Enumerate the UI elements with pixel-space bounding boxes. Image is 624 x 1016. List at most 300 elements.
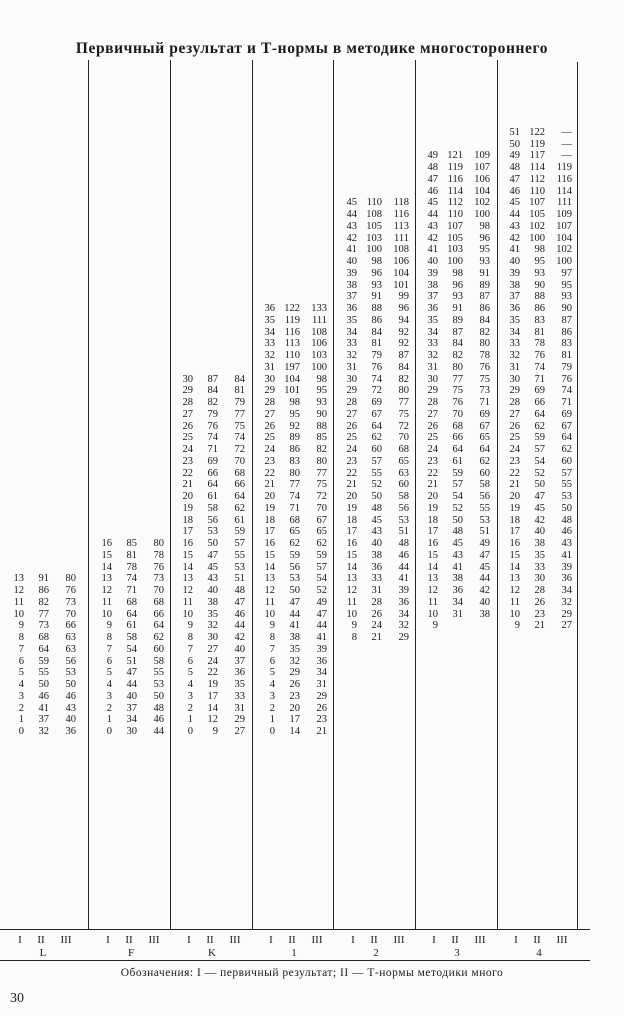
- scale-label: L: [39, 947, 47, 959]
- t-norm-ii-cell: 103: [366, 232, 382, 244]
- table-row: [340, 268, 409, 279]
- t-norm-ii-cell: 86: [534, 303, 545, 314]
- table-row: [503, 550, 572, 561]
- t-norm-ii-cell: 14: [289, 726, 300, 737]
- scale-label: K: [208, 947, 216, 959]
- t-norm-ii-cell: 65: [289, 526, 300, 538]
- t-norm-ii-cell: 108: [366, 209, 382, 220]
- t-norm-iii-cell: 57: [234, 538, 245, 549]
- t-norm-iii-cell: 32: [398, 620, 409, 632]
- table-row: [421, 268, 490, 279]
- table-row: [176, 526, 245, 537]
- t-norm-ii-cell: 12: [207, 714, 218, 726]
- t-norm-iii-cell: 102: [556, 244, 572, 256]
- t-norm-iii-cell: 62: [153, 632, 164, 643]
- table-row: [340, 585, 409, 596]
- t-norm-ii-cell: 52: [534, 467, 545, 479]
- t-norm-ii-cell: 44: [126, 679, 137, 690]
- t-norm-ii-cell: 36: [452, 585, 463, 596]
- raw-score-cell: 21: [264, 479, 275, 491]
- table-row: [176, 479, 245, 490]
- raw-score-cell: 43: [509, 220, 520, 232]
- t-norm-ii-cell: 82: [207, 397, 218, 408]
- raw-score-cell: 10: [509, 608, 520, 620]
- t-norm-ii-cell: 54: [534, 455, 545, 467]
- t-norm-ii-cell: 44: [289, 608, 300, 620]
- t-norm-ii-cell: 70: [452, 408, 463, 420]
- t-norm-iii-cell: 51: [234, 573, 245, 585]
- table-row: [503, 538, 572, 549]
- raw-score-cell: 39: [427, 267, 438, 279]
- table-row: [340, 632, 409, 643]
- scale-label: F: [127, 947, 135, 959]
- table-row: [340, 303, 409, 314]
- table-row: [421, 585, 490, 596]
- column-divider: [252, 60, 253, 930]
- t-norm-ii-cell: 68: [38, 632, 49, 643]
- raw-score-cell: 25: [264, 432, 275, 444]
- table-row: [95, 644, 164, 655]
- raw-score-cell: 11: [427, 596, 438, 608]
- t-norm-iii-cell: 65: [398, 455, 409, 467]
- raw-score-cell: 48: [427, 162, 438, 173]
- t-norm-ii-cell: 81: [534, 326, 545, 338]
- raw-score-cell: 5: [106, 667, 112, 679]
- table-row: [176, 468, 245, 479]
- table-row: [340, 409, 409, 420]
- raw-score-cell: 45: [509, 197, 520, 209]
- t-norm-iii-cell: 68: [234, 467, 245, 479]
- table-row: [503, 256, 572, 267]
- table-row: [258, 562, 327, 573]
- t-norm-iii-cell: 52: [316, 585, 327, 596]
- table-row: [7, 726, 76, 737]
- raw-score-cell: 4: [269, 679, 275, 690]
- t-norm-iii-cell: 90: [316, 408, 327, 420]
- t-norm-ii-cell: 42: [534, 514, 545, 526]
- t-norm-iii-cell: 76: [65, 585, 76, 596]
- t-norm-iii-cell: 43: [65, 702, 76, 714]
- raw-score-cell: 11: [101, 596, 112, 608]
- t-norm-iii-cell: 85: [316, 432, 327, 444]
- raw-score-cell: 0: [187, 726, 193, 737]
- table-row: [95, 573, 164, 584]
- t-norm-ii-cell: 78: [534, 338, 545, 350]
- raw-score-cell: 33: [509, 338, 520, 350]
- table-row: [258, 714, 327, 725]
- raw-score-cell: 23: [427, 455, 438, 467]
- table-row: [258, 374, 327, 385]
- raw-score-cell: 18: [427, 514, 438, 526]
- raw-score-cell: 3: [269, 690, 275, 702]
- t-norm-iii-cell: 108: [311, 326, 327, 338]
- raw-score-cell: 30: [264, 373, 275, 385]
- raw-score-cell: 21: [346, 479, 357, 491]
- table-row: [503, 479, 572, 490]
- t-norm-ii-cell: 14: [207, 702, 218, 714]
- raw-score-cell: 34: [427, 326, 438, 338]
- raw-score-cell: 25: [427, 432, 438, 444]
- t-norm-ii-cell: 58: [207, 502, 218, 514]
- t-norm-ii-cell: 31: [371, 585, 382, 596]
- table-row: [340, 256, 409, 267]
- t-norm-iii-cell: 98: [316, 373, 327, 385]
- table-row: [503, 139, 572, 150]
- t-norm-iii-cell: 70: [65, 608, 76, 620]
- column-subheader: [99, 934, 167, 946]
- raw-score-cell: 29: [182, 385, 193, 397]
- t-norm-ii-cell: 77: [289, 479, 300, 491]
- table-row: [258, 526, 327, 537]
- table-row: [340, 468, 409, 479]
- subheader-label: II: [206, 934, 214, 946]
- table-row: [95, 656, 164, 667]
- raw-score-cell: 22: [346, 467, 357, 479]
- t-norm-ii-cell: 119: [284, 314, 300, 326]
- raw-score-cell: 17: [346, 526, 357, 538]
- t-norm-iii-cell: 77: [234, 408, 245, 420]
- raw-score-cell: 0: [18, 726, 24, 737]
- t-norm-iii-cell: 69: [479, 408, 490, 420]
- table-row: [7, 632, 76, 643]
- t-norm-ii-cell: 74: [371, 373, 382, 385]
- raw-score-cell: 19: [182, 502, 193, 514]
- t-norm-ii-cell: 116: [447, 173, 463, 185]
- t-norm-iii-cell: 51: [479, 526, 490, 538]
- t-norm-iii-cell: 59: [234, 526, 245, 538]
- raw-score-cell: 10: [264, 608, 275, 620]
- table-row: [421, 620, 490, 631]
- table-row: [340, 244, 409, 255]
- t-norm-iii-cell: 43: [561, 538, 572, 549]
- table-row: [95, 609, 164, 620]
- t-norm-ii-cell: 60: [371, 444, 382, 455]
- column-divider: [415, 60, 416, 930]
- table-row: [95, 538, 164, 549]
- t-norm-ii-cell: 77: [452, 373, 463, 385]
- t-norm-ii-cell: 64: [452, 444, 463, 455]
- t-norm-iii-cell: 62: [479, 455, 490, 467]
- t-norm-ii-cell: 79: [207, 408, 218, 420]
- table-row: [176, 456, 245, 467]
- t-norm-ii-cell: 112: [447, 197, 463, 209]
- raw-score-cell: 11: [182, 596, 193, 608]
- t-norm-iii-cell: 73: [153, 573, 164, 585]
- t-norm-ii-cell: 100: [447, 256, 463, 267]
- raw-score-cell: 19: [346, 502, 357, 514]
- table-row: [258, 691, 327, 702]
- t-norm-ii-cell: 55: [371, 467, 382, 479]
- t-norm-ii-cell: 107: [447, 220, 463, 232]
- raw-score-cell: 42: [346, 232, 357, 244]
- t-norm-iii-cell: 80: [479, 338, 490, 350]
- raw-score-cell: 39: [346, 267, 357, 279]
- t-norm-iii-cell: 82: [479, 326, 490, 338]
- raw-score-cell: 41: [509, 244, 520, 256]
- t-norm-iii-cell: 99: [398, 291, 409, 303]
- t-norm-iii-cell: 116: [393, 209, 409, 220]
- t-norm-iii-cell: 39: [316, 643, 327, 655]
- t-norm-ii-cell: 30: [126, 726, 137, 737]
- raw-score-cell: 12: [13, 585, 24, 596]
- t-norm-ii-cell: 58: [126, 632, 137, 643]
- table-row: [421, 327, 490, 338]
- t-norm-ii-cell: 91: [38, 573, 49, 585]
- t-norm-iii-cell: 49: [479, 538, 490, 549]
- table-row: [95, 632, 164, 643]
- table-row: [176, 726, 245, 737]
- raw-score-cell: 6: [187, 655, 193, 667]
- t-norm-iii-cell: 36: [316, 655, 327, 667]
- table-row: [340, 397, 409, 408]
- t-norm-iii-cell: 44: [153, 726, 164, 737]
- raw-score-cell: 18: [346, 514, 357, 526]
- t-norm-ii-cell: 68: [126, 596, 137, 608]
- t-norm-ii-cell: 89: [289, 432, 300, 444]
- table-row: [7, 679, 76, 690]
- t-norm-iii-cell: 39: [561, 561, 572, 573]
- t-norm-iii-cell: 36: [234, 667, 245, 679]
- t-norm-ii-cell: 76: [371, 361, 382, 373]
- t-norm-ii-cell: 46: [38, 690, 49, 702]
- raw-score-cell: 34: [264, 326, 275, 338]
- table-row: [258, 679, 327, 690]
- t-norm-ii-cell: 80: [289, 467, 300, 479]
- t-norm-ii-cell: 35: [289, 643, 300, 655]
- t-norm-ii-cell: 33: [371, 573, 382, 585]
- raw-score-cell: 28: [509, 397, 520, 408]
- t-norm-ii-cell: 62: [289, 538, 300, 549]
- column-divider: [88, 60, 89, 930]
- t-norm-ii-cell: 93: [371, 279, 382, 291]
- t-norm-ii-cell: 55: [38, 667, 49, 679]
- raw-score-cell: 39: [509, 267, 520, 279]
- raw-score-cell: 26: [182, 420, 193, 432]
- t-norm-iii-cell: 89: [479, 279, 490, 291]
- table-row: [258, 597, 327, 608]
- table-row: [176, 374, 245, 385]
- t-norm-iii-cell: 46: [561, 526, 572, 538]
- raw-score-cell: 10: [427, 608, 438, 620]
- t-norm-iii-cell: 113: [393, 220, 409, 232]
- t-norm-iii-cell: 91: [479, 267, 490, 279]
- table-row: [421, 385, 490, 396]
- t-norm-iii-cell: 48: [561, 514, 572, 526]
- t-norm-ii-cell: 83: [534, 314, 545, 326]
- t-norm-iii-cell: 55: [153, 667, 164, 679]
- table-row: [503, 268, 572, 279]
- raw-score-cell: 24: [427, 444, 438, 455]
- t-norm-ii-cell: 74: [534, 361, 545, 373]
- t-norm-iii-cell: 80: [65, 573, 76, 585]
- table-row: [503, 327, 572, 338]
- table-row: [421, 479, 490, 490]
- t-norm-ii-cell: 50: [289, 585, 300, 596]
- t-norm-iii-cell: 101: [393, 279, 409, 291]
- raw-score-cell: 16: [101, 538, 112, 549]
- table-row: [176, 609, 245, 620]
- t-norm-iii-cell: 55: [561, 479, 572, 491]
- t-norm-ii-cell: 32: [38, 726, 49, 737]
- t-norm-iii-cell: 32: [561, 596, 572, 608]
- t-norm-iii-cell: 106: [474, 173, 490, 185]
- table-row: [340, 362, 409, 373]
- t-norm-ii-cell: 50: [452, 514, 463, 526]
- t-norm-iii-cell: 71: [479, 397, 490, 408]
- t-norm-ii-cell: 69: [207, 455, 218, 467]
- raw-score-cell: 30: [346, 373, 357, 385]
- raw-score-cell: 14: [509, 561, 520, 573]
- raw-score-cell: 25: [509, 432, 520, 444]
- table-rule: [0, 929, 590, 930]
- t-norm-ii-cell: 24: [207, 655, 218, 667]
- raw-score-cell: 44: [509, 209, 520, 220]
- t-norm-ii-cell: 40: [534, 526, 545, 538]
- t-norm-iii-cell: 59: [316, 549, 327, 561]
- t-norm-ii-cell: 54: [452, 491, 463, 502]
- raw-score-cell: 43: [427, 220, 438, 232]
- raw-score-cell: 34: [509, 326, 520, 338]
- table-row: [176, 620, 245, 631]
- t-norm-ii-cell: 96: [371, 267, 382, 279]
- t-norm-iii-cell: 86: [561, 326, 572, 338]
- t-norm-ii-cell: 98: [534, 244, 545, 256]
- raw-score-cell: 30: [182, 373, 193, 385]
- raw-score-cell: 31: [427, 361, 438, 373]
- t-norm-iii-cell: 31: [316, 679, 327, 690]
- subheader-label: II: [288, 934, 296, 946]
- raw-score-cell: 35: [509, 314, 520, 326]
- table-row: [503, 526, 572, 537]
- t-norm-ii-cell: 91: [452, 303, 463, 314]
- t-norm-ii-cell: 84: [371, 326, 382, 338]
- raw-score-cell: 43: [346, 220, 357, 232]
- t-norm-ii-cell: 117: [529, 150, 545, 162]
- raw-score-cell: 3: [106, 690, 112, 702]
- table-row: [503, 620, 572, 631]
- raw-score-cell: 49: [427, 150, 438, 162]
- table-row: [421, 573, 490, 584]
- t-norm-ii-cell: 82: [38, 596, 49, 608]
- t-norm-ii-cell: 41: [38, 702, 49, 714]
- table-row: [176, 573, 245, 584]
- t-norm-iii-cell: 70: [234, 455, 245, 467]
- raw-score-cell: 15: [101, 549, 112, 561]
- t-norm-ii-cell: 113: [284, 338, 300, 350]
- raw-score-cell: 35: [264, 314, 275, 326]
- subheader-label: III: [148, 934, 160, 946]
- raw-score-cell: 47: [427, 173, 438, 185]
- t-norm-iii-cell: 57: [561, 467, 572, 479]
- scale-label: 1: [291, 947, 297, 959]
- raw-score-cell: 6: [18, 655, 24, 667]
- table-row: [503, 350, 572, 361]
- t-norm-ii-cell: 81: [371, 338, 382, 350]
- t-norm-iii-cell: 102: [474, 197, 490, 209]
- t-norm-ii-cell: 71: [126, 585, 137, 596]
- t-norm-iii-cell: 100: [474, 209, 490, 220]
- table-row: [7, 667, 76, 678]
- raw-score-cell: 46: [509, 185, 520, 197]
- table-row: [503, 162, 572, 173]
- t-norm-iii-cell: 44: [316, 620, 327, 632]
- table-row: [421, 526, 490, 537]
- raw-score-cell: 13: [427, 573, 438, 585]
- raw-score-cell: 14: [101, 561, 112, 573]
- t-norm-iii-cell: 41: [561, 549, 572, 561]
- raw-score-cell: 20: [346, 491, 357, 502]
- subheader-label: II: [37, 934, 45, 946]
- t-norm-iii-cell: 56: [479, 491, 490, 502]
- raw-score-cell: 7: [18, 643, 24, 655]
- subheader-label: III: [393, 934, 405, 946]
- table-row: [421, 221, 490, 232]
- t-norm-iii-cell: 36: [561, 573, 572, 585]
- t-norm-iii-cell: —: [561, 126, 572, 138]
- table-row: [421, 609, 490, 620]
- table-row: [340, 197, 409, 208]
- table-row: [95, 703, 164, 714]
- table-row: [340, 280, 409, 291]
- table-row: [340, 315, 409, 326]
- raw-score-cell: 21: [509, 479, 520, 491]
- t-norm-iii-cell: 104: [393, 267, 409, 279]
- t-norm-ii-cell: 26: [534, 596, 545, 608]
- t-norm-ii-cell: 37: [126, 702, 137, 714]
- table-row: [340, 538, 409, 549]
- table-row: [176, 409, 245, 420]
- raw-score-cell: 20: [264, 491, 275, 502]
- page-number: 30: [10, 991, 24, 1006]
- t-norm-iii-cell: 116: [556, 173, 572, 185]
- table-row: [503, 432, 572, 443]
- table-row: [340, 515, 409, 526]
- table-row: [421, 562, 490, 573]
- table-row: [258, 491, 327, 502]
- t-norm-ii-cell: 88: [534, 291, 545, 303]
- t-norm-ii-cell: 52: [452, 502, 463, 514]
- t-norm-iii-cell: 53: [65, 667, 76, 679]
- raw-score-cell: 20: [509, 491, 520, 502]
- raw-score-cell: 3: [18, 690, 24, 702]
- raw-score-cell: 9: [187, 620, 193, 632]
- table-row: [421, 174, 490, 185]
- t-norm-ii-cell: 27: [207, 643, 218, 655]
- t-norm-ii-cell: 87: [452, 326, 463, 338]
- t-norm-ii-cell: 48: [371, 502, 382, 514]
- table-row: [421, 197, 490, 208]
- scale-label: 4: [536, 947, 542, 959]
- t-norm-ii-cell: 47: [126, 667, 137, 679]
- subheader-label: II: [370, 934, 378, 946]
- table-row: [421, 538, 490, 549]
- t-norm-ii-cell: 21: [371, 632, 382, 643]
- t-norm-ii-cell: 116: [284, 326, 300, 338]
- t-norm-ii-cell: 17: [289, 714, 300, 726]
- t-norm-iii-cell: 80: [153, 538, 164, 549]
- table-row: [421, 150, 490, 161]
- table-row: [258, 667, 327, 678]
- t-norm-ii-cell: 98: [289, 397, 300, 408]
- table-row: [503, 468, 572, 479]
- t-norm-ii-cell: 34: [452, 596, 463, 608]
- t-norm-ii-cell: 82: [452, 350, 463, 361]
- t-norm-iii-cell: 62: [234, 502, 245, 514]
- t-norm-iii-cell: 46: [234, 608, 245, 620]
- t-norm-ii-cell: 47: [207, 549, 218, 561]
- table-row: [258, 656, 327, 667]
- table-row: [258, 456, 327, 467]
